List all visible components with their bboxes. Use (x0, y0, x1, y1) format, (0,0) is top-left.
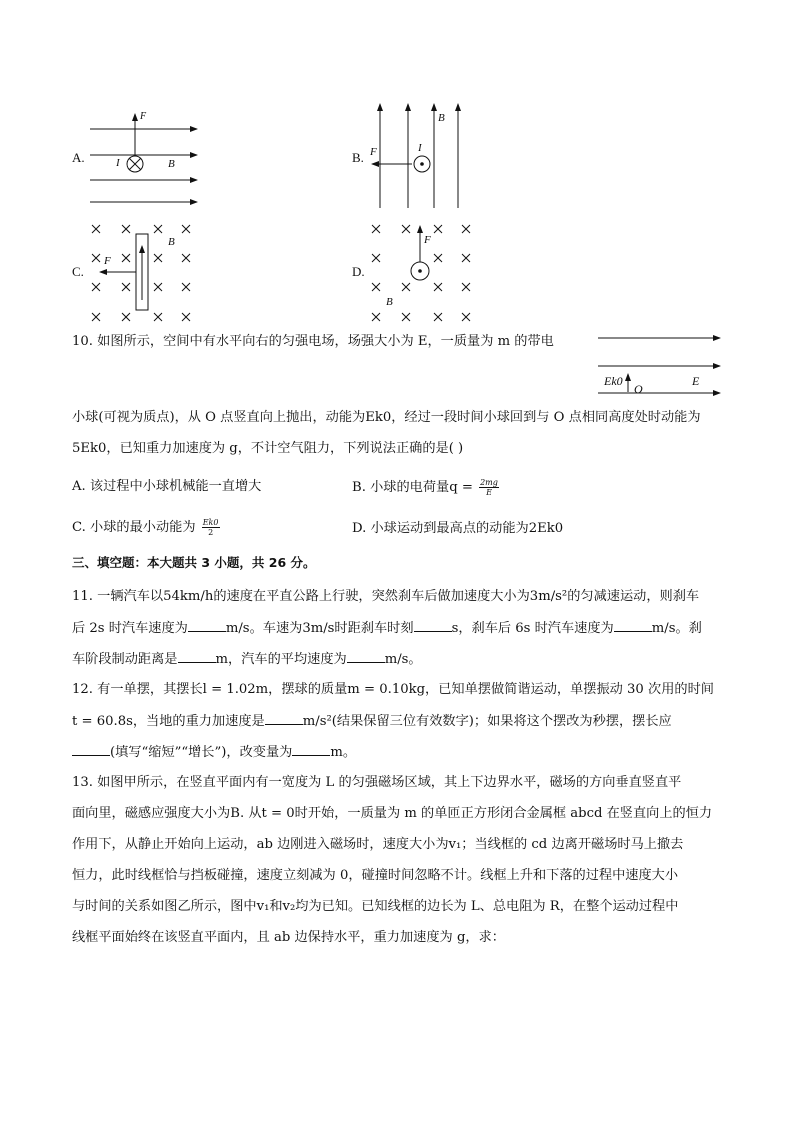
q12-l3b: m。 (330, 745, 357, 760)
field-cross-mark (372, 283, 380, 291)
q12-blank-1[interactable] (265, 712, 303, 725)
figure-c-field-label: B (168, 236, 175, 248)
figure-d-field-label: B (386, 296, 393, 308)
field-cross-mark (434, 254, 442, 262)
figure-b-field-label: B (438, 112, 445, 124)
q12-line-1: 12. 有一单摆，其摆长l = 1.02m，摆球的质量m = 0.10kg，已知单摆做简谐运动，单摆振动 30 次用的时间 (72, 682, 714, 697)
q13-line-4: 恒力，此时线框恰与挡板碰撞，速度立刻减为 0，碰撞时间忽略不计。线框上升和下落的过程中速度大小 (72, 868, 679, 883)
field-cross-mark (402, 225, 410, 233)
q11-l2c: s，刹车后 6s 时汽车速度为 (451, 621, 614, 636)
field-cross-mark (154, 254, 162, 262)
q10-field-label: E (692, 374, 700, 388)
q11-blank-5[interactable] (347, 650, 385, 663)
field-cross-mark (434, 225, 442, 233)
figure-c-diagram (70, 218, 210, 328)
field-cross-mark (122, 225, 130, 233)
q10-option-b[interactable] (352, 478, 499, 497)
q12-line-3 (72, 743, 356, 762)
q10-origin-label: O (634, 382, 643, 396)
q11-l2d: m/s。刹 (651, 621, 702, 636)
figure-a-diagram (70, 108, 210, 208)
q11-l2a: 后 2s 时汽车速度为 (72, 621, 188, 636)
figure-c-label: C. (72, 264, 84, 279)
q13-line-1: 13. 如图甲所示，在竖直平面内有一宽度为 L 的匀强磁场区域，其上下边界水平，磁场的方向垂直竖直平 (72, 775, 682, 790)
q11-blank-1[interactable] (188, 619, 226, 632)
q10-option-c-text: C. 小球的最小动能为 (72, 520, 196, 535)
figure-a-force-label: F (140, 111, 147, 122)
q10-field-lines (596, 330, 726, 400)
figure-a-label: A. (72, 150, 85, 165)
q10-option-b-text: B. 小球的电荷量q = (352, 480, 473, 495)
q10-option-d[interactable]: D. 小球运动到最高点的动能为2Ek0 (352, 521, 564, 536)
figure-b-force-label: F (370, 146, 377, 158)
field-cross-mark (122, 313, 130, 321)
q10-option-c-denominator: 2 (208, 528, 214, 537)
field-cross-mark (122, 254, 130, 262)
field-cross-mark (182, 283, 190, 291)
field-cross-mark (462, 254, 470, 262)
field-cross-mark (434, 283, 442, 291)
field-cross-mark (462, 283, 470, 291)
q11-line-1: 11. 一辆汽车以54km/h的速度在平直公路上行驶，突然刹车后做加速度大小为3m/s²的匀减速运动，则刹车 (72, 589, 700, 604)
q10-ek0-label: Ek0 (604, 374, 623, 388)
q12-l3a: (填写“缩短”“增长”)，改变量为 (110, 745, 293, 760)
figure-d-diagram (350, 218, 480, 328)
q11-line-2 (72, 619, 702, 638)
figure-a-field-label: B (168, 158, 175, 170)
field-cross-mark (122, 283, 130, 291)
q13-line-5: 与时间的关系如图乙所示，图中v₁和v₂均为已知。已知线框的边长为 L、总电阻为 R，在整个运动过程中 (72, 899, 679, 914)
figure-a (70, 108, 210, 208)
field-cross-mark (402, 283, 410, 291)
field-cross-mark (92, 313, 100, 321)
q10-line-1: 10. 如图所示，空间中有水平向右的匀强电场，场强大小为 E，一质量为 m 的带电 (72, 334, 554, 349)
figure-d (350, 218, 480, 328)
q11-l2b: m/s。车速为3m/s时距刹车时刻 (225, 621, 414, 636)
q10-figure (596, 330, 726, 400)
q11-l3b: m，汽车的平均速度为 (215, 652, 347, 667)
field-cross-mark (462, 225, 470, 233)
q11-l3a: 车阶段制动距离是 (72, 652, 178, 667)
q10-option-a[interactable]: A. 该过程中小球机械能一直增大 (72, 479, 262, 494)
q13-line-6: 线框平面始终在该竖直平面内，且 ab 边保持水平，重力加速度为 g，求： (72, 930, 505, 945)
q10-option-b-denominator: E (486, 488, 492, 497)
q10-option-b-numerator: 2mg (480, 478, 498, 487)
q10-line-2: 小球(可视为质点)，从 O 点竖直向上抛出，动能为Ek0，经过一段时间小球回到与 O 点相同高度处时动能为 (72, 410, 701, 425)
q10-option-b-fraction (479, 478, 499, 497)
field-cross-mark (154, 283, 162, 291)
field-cross-mark (182, 254, 190, 262)
q10-option-c-fraction (202, 518, 220, 537)
q12-blank-3[interactable] (292, 743, 330, 756)
q13-line-2: 面向里，磁感应强度大小为B. 从t = 0时开始，一质量为 m 的单匝正方形闭合金属框 abcd 在竖直向上的恒力 (72, 806, 713, 821)
field-cross-mark (462, 313, 470, 321)
q10-option-c-numerator: Ek0 (202, 518, 219, 527)
field-cross-mark (182, 225, 190, 233)
field-cross-mark (402, 313, 410, 321)
figure-d-label: D. (352, 264, 365, 279)
field-cross-mark (92, 225, 100, 233)
field-cross-mark (434, 313, 442, 321)
q11-l3c: m/s。 (384, 652, 422, 667)
figure-b-current-label: I (418, 142, 422, 154)
q10-option-c[interactable] (72, 518, 220, 537)
figure-c (70, 218, 210, 328)
field-cross-mark (92, 254, 100, 262)
q11-blank-4[interactable] (178, 650, 216, 663)
q12-line-2 (72, 712, 672, 731)
figure-b (350, 100, 480, 208)
q11-blank-2[interactable] (414, 619, 452, 632)
section-3-title: 三、填空题：本大题共 3 小题，共 26 分。 (72, 555, 316, 570)
q12-l2a: t = 60.8s，当地的重力加速度是 (72, 714, 265, 729)
q13-line-3: 作用下，从静止开始向上运动，ab 边刚进入磁场时，速度大小为v₁；当线框的 cd 边离开磁场时马上撤去 (72, 837, 684, 852)
figure-b-label: B. (352, 150, 364, 165)
q10-line-3: 5Ek0，已知重力加速度为 g，不计空气阻力，下列说法正确的是( ) (72, 441, 464, 456)
figure-c-force-label: F (104, 255, 111, 267)
field-cross-mark (154, 313, 162, 321)
field-cross-mark (92, 283, 100, 291)
field-cross-mark (372, 225, 380, 233)
field-cross-mark (154, 225, 162, 233)
field-cross-mark (182, 313, 190, 321)
field-cross-mark (372, 254, 380, 262)
field-cross-mark (372, 313, 380, 321)
figure-d-force-label: F (424, 234, 431, 246)
q11-blank-3[interactable] (614, 619, 652, 632)
q11-line-3 (72, 650, 422, 669)
q12-l2b: m/s²(结果保留三位有效数字)；如果将这个摆改为秒摆，摆长应 (302, 714, 672, 729)
figure-a-current-label: I (116, 157, 120, 169)
q12-blank-2[interactable] (72, 743, 110, 756)
